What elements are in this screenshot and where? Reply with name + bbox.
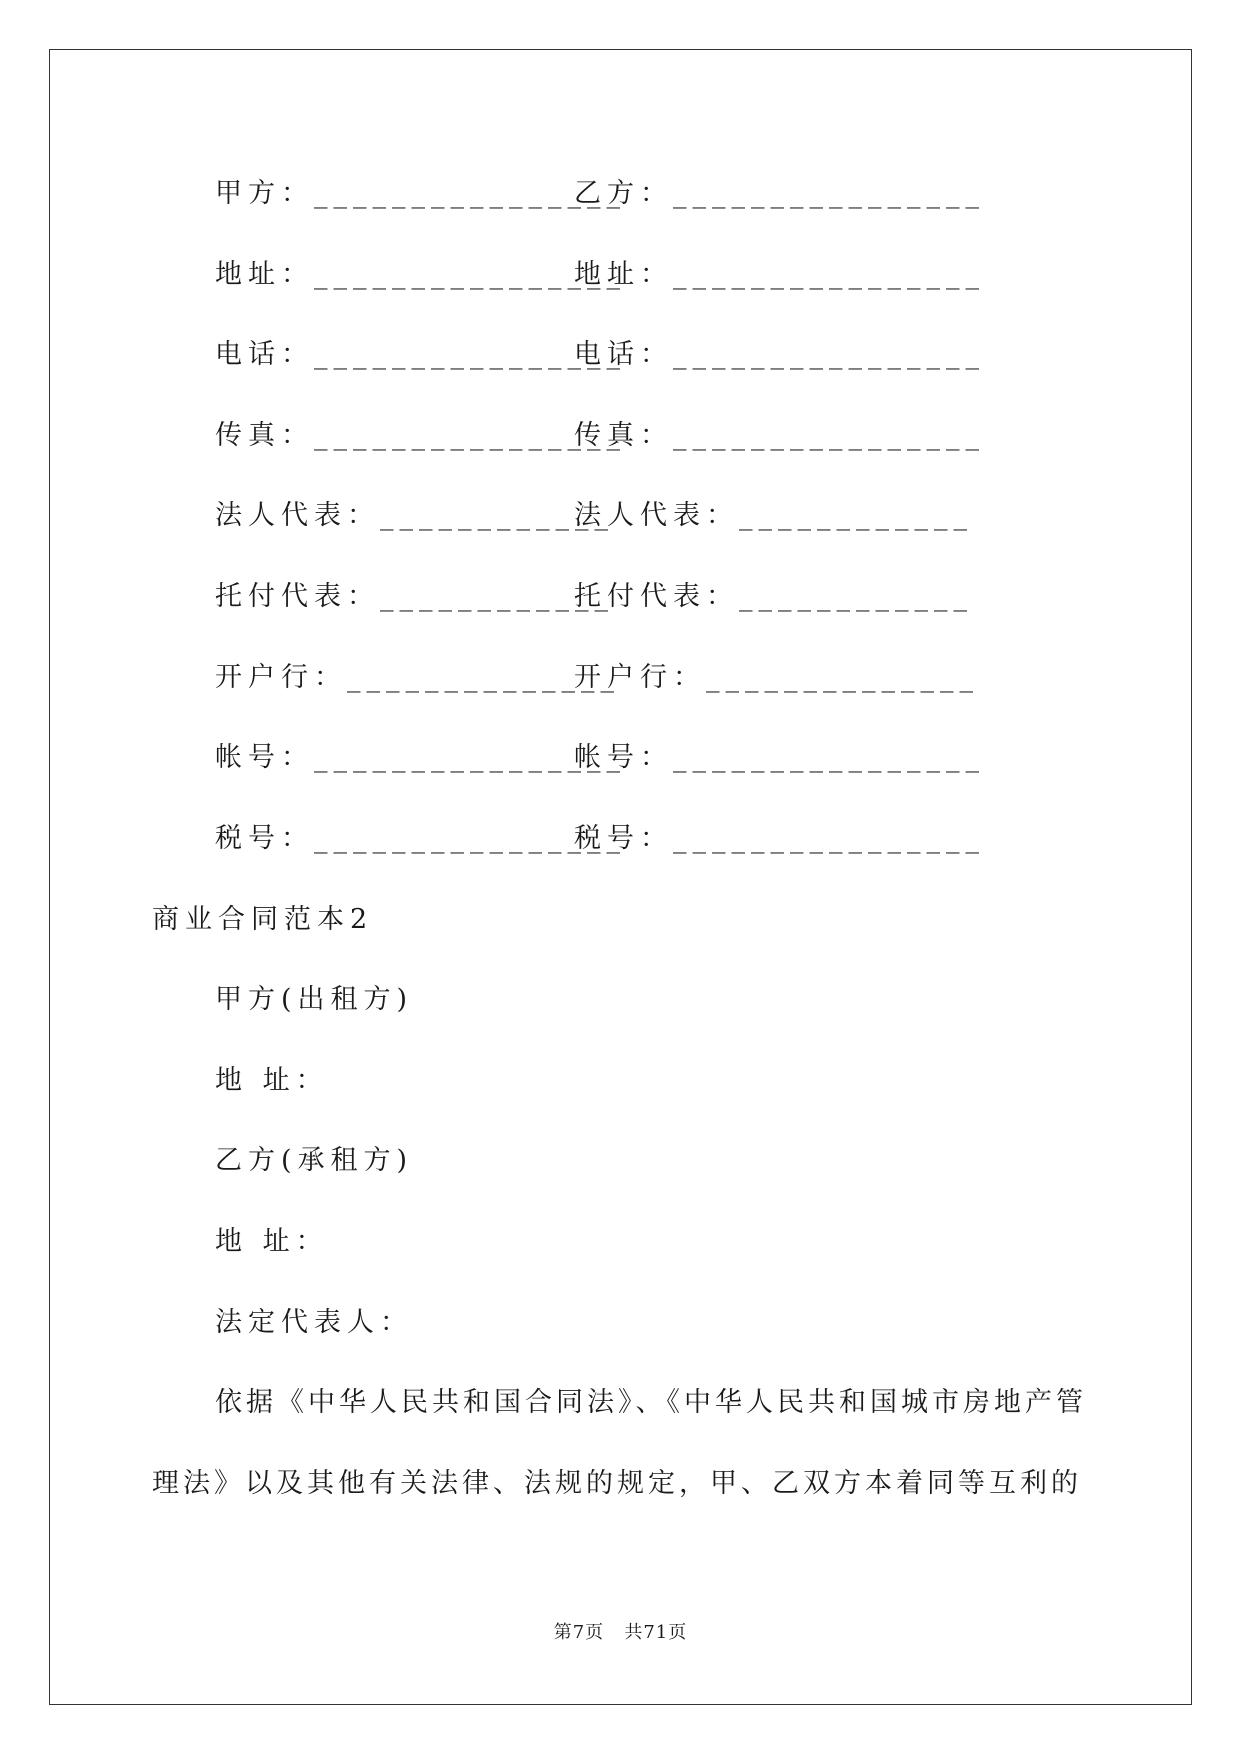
party-a-address: 地 址： xyxy=(215,1065,329,1096)
field-right-legal-rep: 法人代表：____________ xyxy=(574,500,973,531)
field-left-address: 地址：________________ xyxy=(215,259,626,290)
paragraph-line-2: 理法》以及其他有关法律、法规的规定，甲、乙双方本着同等互利的 xyxy=(152,1468,1082,1499)
field-left-party-a: 甲方：________________ xyxy=(215,178,626,209)
field-left-tax-id: 税号：________________ xyxy=(215,823,626,854)
page-border xyxy=(49,49,1192,1705)
field-left-bank: 开户行：______________ xyxy=(215,662,620,693)
field-left-phone: 电话：________________ xyxy=(215,339,626,370)
party-a-label: 甲方(出租方) xyxy=(215,984,414,1015)
section-title: 商业合同范本2 xyxy=(152,904,374,935)
page-footer xyxy=(0,1621,1241,1645)
field-right-entrusted-rep: 托付代表：____________ xyxy=(574,581,973,612)
field-right-address: 地址：________________ xyxy=(574,259,985,290)
field-right-tax-id: 税号：________________ xyxy=(574,823,985,854)
field-right-fax: 传真：________________ xyxy=(574,420,985,451)
party-b-label: 乙方(承租方) xyxy=(215,1145,414,1176)
field-left-account: 帐号：________________ xyxy=(215,742,626,773)
paragraph-line-1: 依据《中华人民共和国合同法》、《中华人民共和国城市房地产管 xyxy=(215,1387,1087,1418)
page-number: 第7页 xyxy=(553,1622,605,1643)
party-b-address: 地 址： xyxy=(215,1226,329,1257)
field-left-entrusted-rep: 托付代表：____________ xyxy=(215,581,614,612)
field-right-party-b: 乙方：________________ xyxy=(574,178,985,209)
field-right-account: 帐号：________________ xyxy=(574,742,985,773)
field-right-bank: 开户行：______________ xyxy=(574,662,979,693)
legal-representative: 法定代表人： xyxy=(215,1307,413,1338)
field-right-phone: 电话：________________ xyxy=(574,339,985,370)
field-left-fax: 传真：________________ xyxy=(215,420,626,451)
page-total: 共71页 xyxy=(624,1622,688,1643)
field-left-legal-rep: 法人代表：____________ xyxy=(215,500,614,531)
